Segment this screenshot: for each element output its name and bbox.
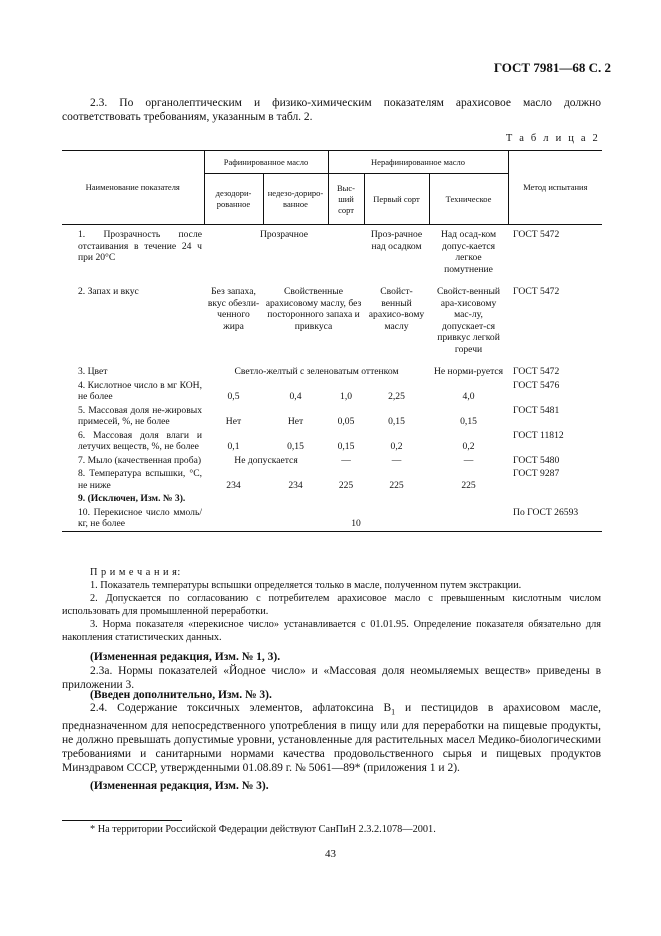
table-row [62, 225, 602, 277]
cell-tech: 0,15 [460, 416, 477, 427]
table-row [62, 467, 602, 492]
cell-tech: — [463, 454, 474, 466]
table-row [62, 429, 602, 454]
row-name: 8. Температура вспышки, °С, не ниже [78, 468, 202, 491]
table-row [62, 356, 602, 379]
paragraph-2-3a: 2.3а. Нормы показателей «Йодное число» и «Массовая доля неомыляемых веществ» приведены в приложении 3. [62, 665, 601, 691]
cell-deod: 234 [226, 479, 241, 491]
cell-nondeod: Свойственные арахисовому маслу, без посторонного запаха и привкуса [265, 286, 362, 332]
cell-deod: 0,1 [227, 441, 240, 452]
cell-method: ГОСТ 5472 [513, 229, 560, 240]
col-header-nondeod: недезо-дориро-ванное [263, 174, 328, 225]
cell-deod: Нет [225, 416, 242, 427]
paragraph-2-4: 2.4. Содержание токсичных элементов, афлатоксина $B_1$ и пестицидов в арахисовом масле, предназначенном для непосредственного употребления в пищу или для переработки на пищевые продукты, не должно превышать допустимые уровни, установленные для растительных масел Медико-биологическими требованиями и санитарными нормами качества продовольственного сырья и пищевых продуктов Минздравом СССР, утвержденными 01.08.89 г. № 5061—89* (приложения 1 и 2). [62, 702, 601, 775]
table-row [62, 492, 602, 506]
note-2: 2. Допускается по согласованию с потребителем арахисовое масло с превышенным кислотным числом использовать для промышленной переработки. [62, 593, 601, 617]
cell-first: Проз-рачное над осадком [370, 229, 423, 252]
row-name: 9. (Исключен, Изм. № 3). [78, 493, 186, 504]
note-1: 1. Показатель температуры вспышки определяется только в масле, полученном путем экстракции. [90, 580, 522, 591]
cell-tech: 225 [461, 479, 476, 491]
cell-first: — [391, 454, 402, 466]
cell-refined: Не допускается [234, 454, 298, 466]
cell-method: ГОСТ 5472 [513, 286, 560, 297]
edition-note-1: (Измененная редакция, Изм. № 1, 3). [90, 651, 281, 663]
cell-highest: 0,15 [337, 441, 355, 452]
cell-method: ГОСТ 5476 [513, 379, 560, 391]
cell-first: 0,2 [390, 441, 403, 452]
note-3: 3. Норма показателя «перекисное число» устанавливается с 01.01.95. Определение показателя обязательно для накопления статистических данных. [62, 619, 601, 643]
cell-tech: Не норми-руется [433, 366, 504, 377]
cell-method: По ГОСТ 26593 [508, 506, 602, 532]
cell-deod: Без запаха, вкус обезли-ченного жира [207, 286, 260, 332]
table-row [62, 454, 602, 468]
cell-method: ГОСТ 5481 [513, 404, 560, 416]
footnote-divider [62, 820, 182, 821]
row-name: 2. Запах и вкус [78, 286, 139, 297]
cell-nondeod: Нет [287, 416, 304, 427]
cell-nondeod: 234 [288, 479, 303, 491]
cell-deod: 0,5 [227, 391, 240, 402]
intro-paragraph: 2.3. По органолептическим и физико-химическим показателям арахисовое масло должно соответствовать требованиям, указанным в табл. 2. [62, 97, 601, 123]
table-row [62, 276, 602, 356]
cell-first: 2,25 [388, 391, 405, 402]
cell-method: ГОСТ 9287 [513, 468, 560, 479]
table-caption: Т а б л и ц а 2 [505, 133, 600, 144]
cell-method: ГОСТ 11812 [513, 429, 564, 441]
cell-tech: 4,0 [462, 391, 475, 402]
col-header-tech: Техническое [429, 174, 508, 225]
col-header-highest: Выс-ший сорт [328, 174, 364, 225]
cell-tech: Свойст-венный ара-хисовому мас-лу, допускает-ся привкус легкой горечи [437, 286, 501, 355]
cell-highest: — [341, 454, 351, 466]
row-name: 10. Перекисное число ммоль/кг, не более [62, 506, 204, 532]
row-name: 1. Прозрачность после отстаивания в течение 24 ч при 20°С [78, 229, 202, 263]
col-header-first: Первый сорт [364, 174, 429, 225]
notes-title: П р и м е ч а н и я: [90, 567, 181, 578]
footnote: * На территории Российской Федерации действуют СанПиН 2.3.2.1078—2001. [90, 824, 436, 835]
cell-nondeod: 0,15 [287, 441, 304, 452]
col-header-unrefined: Нерафинированное масло [328, 151, 508, 174]
table-row [62, 379, 602, 404]
cell-first: 225 [389, 479, 404, 491]
row-name: 7. Мыло (качественная проба) [78, 454, 202, 466]
cell-refined: Прозрачное [259, 229, 309, 240]
cell-first: Свойст-венный арахисо-вому маслу [368, 286, 425, 332]
row-name: 5. Массовая доля не-жировых примесей, %, не более [78, 404, 202, 427]
col-header-name: Наименование показателя [62, 151, 204, 225]
page-number: 43 [325, 848, 336, 860]
cell-tech: Над осад-ком допус-кается легкое помутнение [440, 229, 497, 275]
cell-nondeod: 0,4 [289, 391, 302, 402]
edition-note-2: (Введен дополнительно, Изм. № 3). [90, 689, 272, 701]
table-row [62, 404, 602, 429]
quality-table [62, 150, 602, 532]
cell-first: 0,15 [388, 416, 405, 427]
row-name: 6. Массовая доля влаги и летучих веществ, %, не более [78, 429, 202, 452]
col-header-deod: дезодори-рованное [204, 174, 263, 225]
cell-highest: 225 [338, 479, 354, 491]
cell-method: ГОСТ 5480 [513, 454, 560, 466]
cell-highest: 0,05 [337, 416, 355, 427]
col-header-refined: Рафинированное масло [204, 151, 328, 174]
edition-note-3: (Измененная редакция, Изм. № 3). [90, 780, 269, 792]
table-row [62, 506, 602, 532]
col-header-method: Метод испытания [508, 151, 602, 225]
subscript: 1 [391, 707, 396, 717]
cell-tech: 0,2 [462, 441, 475, 452]
page-header: ГОСТ 7981—68 С. 2 [493, 60, 611, 75]
cell-highest: 1,0 [340, 391, 353, 402]
notes-block [62, 566, 601, 644]
cell-refined: Светло-желтый с зеленоватым оттенком [234, 366, 399, 377]
cell-all: 10 [204, 506, 508, 532]
row-name: 4. Кислотное число в мг КОН, не более [78, 379, 202, 402]
cell-method: ГОСТ 5472 [513, 366, 560, 377]
row-name: 3. Цвет [78, 366, 108, 377]
